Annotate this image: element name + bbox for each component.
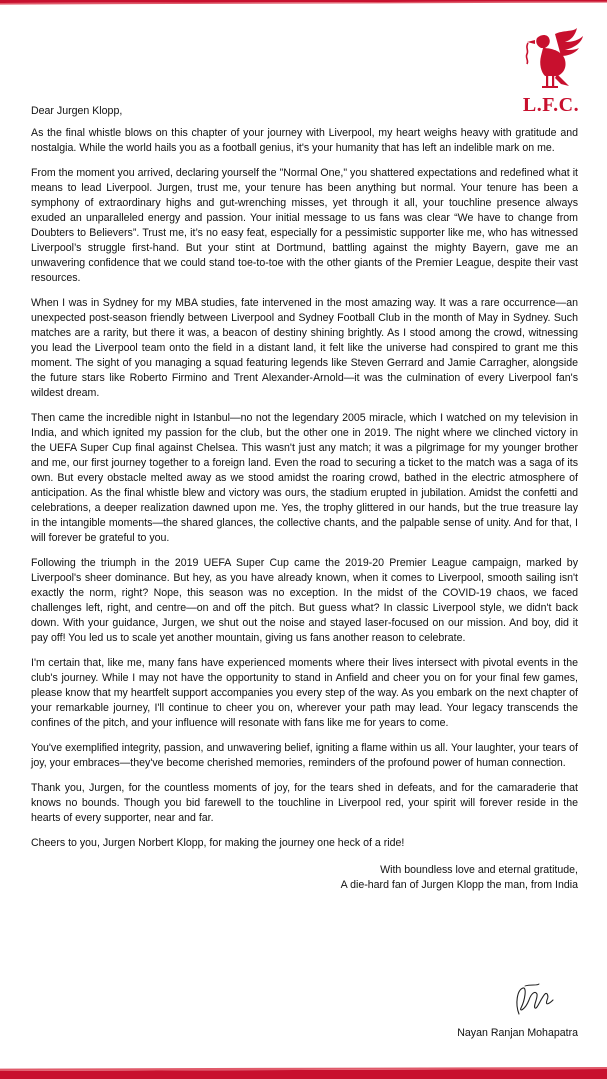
paragraph: As the final whistle blows on this chapter of your journey with Liverpool, my heart weighs heavy with gratitude and nostalgia. While the world hails you as a football genius, it's your humanity that has left an indelible mark on me. [31,127,578,154]
signature-icon [505,980,557,1020]
closing-line: With boundless love and eternal gratitude, [380,864,578,876]
paragraph: From the moment you arrived, declaring yourself the "Normal One," you shattered expectations and redefined what it means to lead Liverpool. Jurgen, trust me, your tenure has been anything but normal. Your tenure has been a symphony of extraordinary highs and gut-wrenching misses, yet through it all, your touchline presence always exuded an unparalleled energy and passion. Your initial message to us fans was clear “We have to change from Doubters to Believers”. Trust me, it’s no easy feat, especially for a pessimistic supporter like me, who has witnessed Liverpool’s struggle first-hand. But your stint at Dortmund, battling against the mighty Bayern, gave me an unwavering confidence that we could stand toe-to-toe with the other giants of the Premier League, despite their vast resources. [31,167,578,284]
closing-line: A die-hard fan of Jurgen Klopp the man, from India [340,879,578,891]
paragraph: Cheers to you, Jurgen Norbert Klopp, for making the journey one heck of a ride! [31,837,405,849]
top-decorative-band [0,0,607,14]
signer-name: Nayan Ranjan Mohapatra [457,1027,578,1039]
paragraph: You've exemplified integrity, passion, and unwavering belief, igniting a flame within us all. Your laughter, your tears of joy, your embraces—they've become cherished memories, reminders of the profound power of human connection. [31,742,578,769]
letter-body [31,104,578,893]
paragraph: When I was in Sydney for my MBA studies, fate intervened in the most amazing way. It was a rare occurrence—an unexpected post-season friendly between Liverpool and Sydney Football Club in the month of May in Sydney. Such matches are a rarity, but there it was, a beacon of destiny shining brightly. As I stood among the crowd, witnessing you lead the Liverpool team onto the field in a distant land, it felt like the universe had conspired to grant me this moment. The sight of you managing a squad featuring legends like Steven Gerrard and Jamie Carragher, alongside the future stars like Roberto Firmino and Trent Alexander-Arnold—it was the culmination of every Liverpool fan's wildest dream. [31,297,578,399]
salutation: Dear Jurgen Klopp, [31,105,123,117]
crest-text: L.F.C. [522,94,580,116]
closing [31,863,578,893]
paragraph: Following the triumph in the 2019 UEFA Super Cup came the 2019-20 Premier League campaign, marked by Liverpool's sheer dominance. But hey, as you have already known, when it comes to Liverpool, smooth sailing isn't exactly the norm, right? Nope, this season was no exception. In the midst of the COVID-19 chaos, we faced challenges left, right, and centre—on and off the pitch. But guess what? In classic Liverpool style, we didn't back down. With your guidance, Jurgen, we shut out the noise and stayed laser-focused on our mission. And boy, did it pay off! You led us to scale yet another mountain, giving us fans another reason to celebrate. [31,557,578,644]
paragraph: Then came the incredible night in Istanbul—no not the legendary 2005 miracle, which I watched on my television in India, and which ignited my passion for the club, but the other one in 2019. The night where we clinched victory in the UEFA Super Cup final against Chelsea. This wasn't just any match; it was a pilgrimage for my younger brother and me, our first journey together to a foreign land. Even the road to securing a ticket to the match was a saga of its own. But every obstacle melted away as we stood amidst the roaring crowd, bathed in the electric atmosphere of anticipation. As the final whistle blew and victory was ours, the stadium erupted in jubilation. Amidst the confetti and celebrations, a deeper realization dawned upon me. Yes, the trophy glittered in our hands, but the true treasure lay in the intangible moments—the shared glances, the collective chants, and the palpable sense of unity. And for that, I will forever be grateful to you. [31,412,578,544]
liverbird-icon [515,28,587,94]
paragraph: Thank you, Jurgen, for the countless moments of joy, for the tears shed in defeats, and for the camaraderie that knows no bounds. Though you bid farewell to the touchline in Liverpool red, your spirit will forever reside in the hearts of every supporter, near and far. [31,782,578,824]
paragraph: I'm certain that, like me, many fans have experienced moments where their lives intersect with pivotal events in the club's journey. While I may not have the opportunity to stand in Anfield and cheer you on for your final few games, please know that my heartfelt support accompanies you every step of the way. As you embark on the next chapter of your remarkable journey, I'll continue to cheer you on, wherever your path may lead. Your legacy transcends the confines of the pitch, and your influence will resonate with fans like me for years to come. [31,657,578,729]
bottom-decorative-band [0,1065,607,1079]
